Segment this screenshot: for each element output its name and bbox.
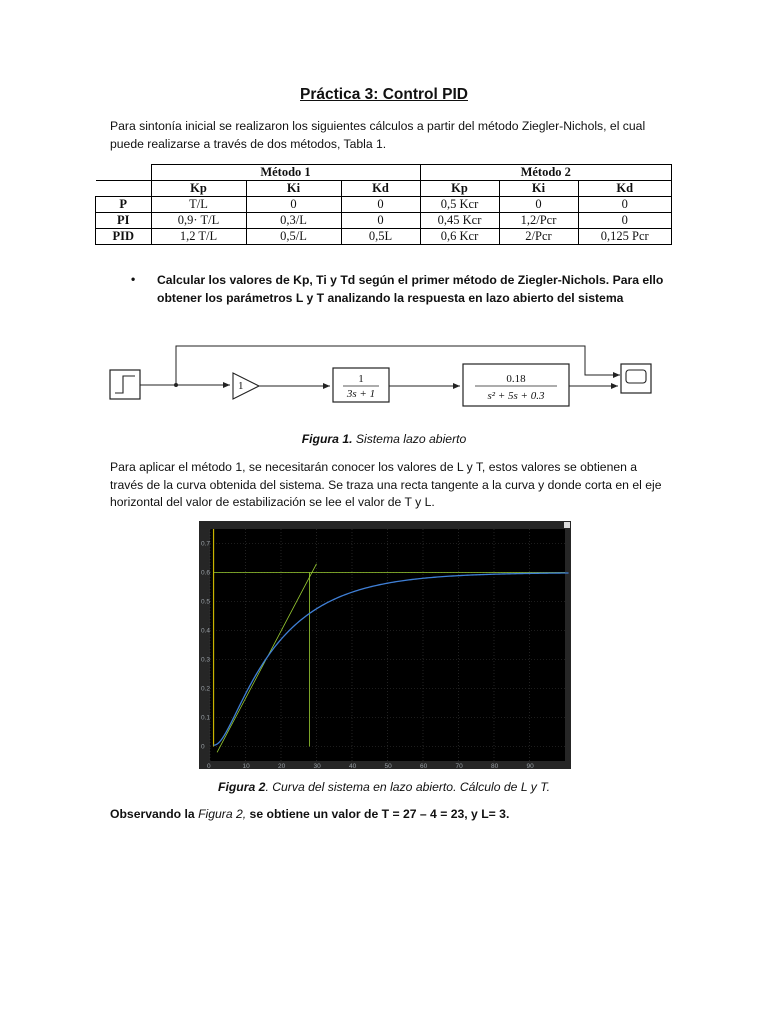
col-kd-m2: Kd <box>578 181 672 197</box>
table-row <box>96 213 672 229</box>
x-tick-label: 40 <box>349 763 357 769</box>
row-label: PI <box>96 213 152 229</box>
x-tick-label: 50 <box>384 763 392 769</box>
x-tick-label: 0 <box>207 763 211 769</box>
expand-icon[interactable] <box>564 522 570 528</box>
table-cell: 0 <box>341 213 420 229</box>
table-cell: 0,5 Kcr <box>420 197 499 213</box>
scope-plot <box>199 521 571 769</box>
header-method-1: Método 1 <box>151 165 420 181</box>
x-tick-label: 20 <box>278 763 286 769</box>
figure-1-label: Figura 1. <box>301 432 353 446</box>
row-label: P <box>96 197 152 213</box>
y-tick-label: 0.3 <box>201 656 211 664</box>
y-tick-label: 0.2 <box>201 685 211 693</box>
table-cell: 0 <box>578 197 672 213</box>
tf1-denominator: 3s + 1 <box>346 388 376 400</box>
method-paragraph: Para aplicar el método 1, se necesitarán conocer los valores de L y T, estos valores se obtienen a través de la curva obtenida del sistema. Se traza una recta tangente a la curva y donde corta en el eje horizontal del valor de estabilización se lee el valor de T y L. <box>110 460 662 509</box>
y-tick-label: 0.7 <box>201 540 211 548</box>
conclusion-pre: Observando la <box>110 807 199 821</box>
figure-2-text: . Curva del sistema en lazo abierto. Cálculo de L y T. <box>265 780 550 794</box>
table-cell: 0 <box>246 197 341 213</box>
conclusion-figure-ref: Figura 2, <box>198 807 247 821</box>
tf1-numerator: 1 <box>358 373 364 385</box>
table-cell: 1,2 T/L <box>151 229 246 245</box>
table-row <box>96 229 672 245</box>
table-cell: 0,45 Kcr <box>420 213 499 229</box>
table-cell: 0,9· T/L <box>151 213 246 229</box>
gain-block <box>233 373 259 399</box>
table-cell: 1,2/Pcr <box>499 213 578 229</box>
col-ki-m1: Ki <box>246 181 341 197</box>
row-label: PID <box>96 229 152 245</box>
tf2-numerator: 0.18 <box>506 373 526 385</box>
bullet-marker: • <box>131 272 136 286</box>
table-corner <box>96 165 152 181</box>
table-cell: 0 <box>578 213 672 229</box>
block-diagram <box>105 340 665 410</box>
gain-value: 1 <box>238 380 244 392</box>
header-method-2: Método 2 <box>420 165 672 181</box>
figure-1-text: Sistema lazo abierto <box>352 432 467 446</box>
table-cell: 0 <box>341 197 420 213</box>
step-block <box>110 370 140 399</box>
table-cell: 2/Pcr <box>499 229 578 245</box>
scope-block <box>621 364 651 393</box>
table-cell: T/L <box>151 197 246 213</box>
x-tick-label: 60 <box>420 763 428 769</box>
table-cell: 0,5L <box>341 229 420 245</box>
y-tick-label: 0.6 <box>201 569 211 577</box>
x-tick-label: 30 <box>313 763 321 769</box>
figure-2-label: Figura 2 <box>218 780 266 794</box>
figure-1-caption <box>0 432 768 446</box>
table-cell: 0,3/L <box>246 213 341 229</box>
intro-paragraph: Para sintonía inicial se realizaron los siguientes cálculos a partir del método Ziegler-Nichols, el cual puede realizarse a través de dos métodos, Tabla 1. <box>110 119 646 151</box>
transfer-function-1 <box>333 368 389 402</box>
page-title: Práctica 3: Control PID <box>300 86 468 103</box>
bullet-text: Calcular los valores de Kp, Ti y Td según el primer método de Ziegler-Nichols. Para ello obtener los parámetros L y T analizando la respuesta en lazo abierto del sistema <box>157 273 664 305</box>
transfer-function-2 <box>463 364 569 406</box>
table-cell: 0 <box>499 197 578 213</box>
table-corner-2 <box>96 181 152 197</box>
conclusion-paragraph <box>110 806 662 824</box>
table-cell: 0,5/L <box>246 229 341 245</box>
tf2-denominator: s² + 5s + 0.3 <box>487 390 545 402</box>
x-tick-label: 80 <box>491 763 499 769</box>
table-row <box>96 197 672 213</box>
x-tick-label: 10 <box>242 763 250 769</box>
y-tick-label: 0 <box>201 743 205 751</box>
ziegler-nichols-table <box>95 164 672 245</box>
col-kp-m2: Kp <box>420 181 499 197</box>
figure-2-caption <box>0 780 768 794</box>
y-tick-label: 0.4 <box>201 627 211 635</box>
table-cell: 0,125 Pcr <box>578 229 672 245</box>
x-tick-label: 70 <box>455 763 463 769</box>
col-kp-m1: Kp <box>151 181 246 197</box>
col-kd-m1: Kd <box>341 181 420 197</box>
conclusion-post: se obtiene un valor de T = 27 – 4 = 23, y L= 3. <box>246 807 510 821</box>
y-tick-label: 0.1 <box>201 714 211 722</box>
col-ki-m2: Ki <box>499 181 578 197</box>
y-tick-label: 0.5 <box>201 598 211 606</box>
plot-area <box>210 529 565 761</box>
table-cell: 0,6 Kcr <box>420 229 499 245</box>
x-tick-label: 90 <box>526 763 534 769</box>
